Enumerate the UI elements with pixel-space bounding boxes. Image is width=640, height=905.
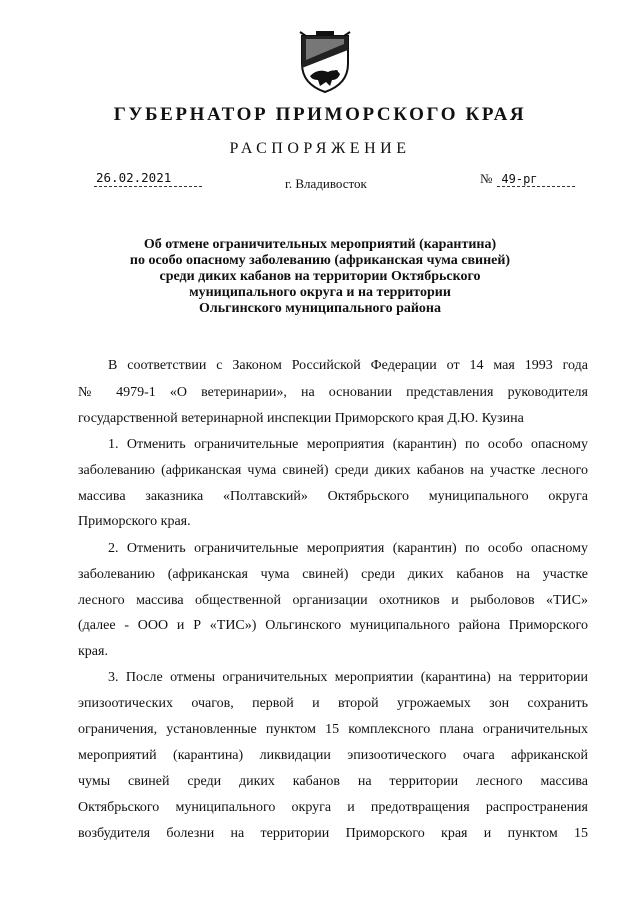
document-type-heading: РАСПОРЯЖЕНИЕ: [229, 140, 411, 157]
body-line: заболеванию (африканская чума свиней) среди диких кабанов на участке: [78, 567, 588, 582]
body-line: государственной ветеринарной инспекции Приморского края Д.Ю. Кузина: [78, 411, 524, 426]
body-line: лесного массива общественной организации охотников и рыболовов «ТИС»: [78, 593, 588, 608]
document-number: 49-рг: [497, 172, 575, 187]
body-line: 1. Отменить ограничительные мероприятия (карантин) по особо опасному: [108, 437, 588, 452]
title-line: Ольгинского муниципального района: [199, 301, 441, 316]
title-line: среди диких кабанов на территории Октябрьского: [159, 269, 481, 284]
title-line: муниципального округа и на территории: [189, 285, 451, 300]
body-line: 3. После отмены ограничительных мероприятии (карантина) на территории: [108, 670, 588, 685]
body-line: заболеванию (африканская чума свиней) среди диких кабанов на участке лесного: [78, 463, 588, 478]
body-line: В соответствии с Законом Российской Федерации от 14 мая 1993 года: [108, 358, 588, 373]
title-line: по особо опасному заболеванию (африканская чума свиней): [129, 253, 511, 268]
issuer-heading: ГУБЕРНАТОР ПРИМОРСКОГО КРАЯ: [113, 104, 527, 125]
body-line: массива заказника «Полтавский» Октябрьского муниципального округа: [78, 489, 588, 504]
body-line: мероприятий (карантина) ликвидации эпизоотического очага африканской: [78, 748, 588, 763]
document-city: г. Владивосток: [285, 176, 367, 191]
body-line: чумы свиней среди диких кабанов на территории лесного массива: [78, 774, 588, 789]
number-sign: №: [480, 171, 493, 186]
body-line: ограничения, установленные пунктом 15 комплексного плана ограничительных: [78, 722, 588, 737]
document-title: [100, 237, 540, 317]
body-line: Октябрьского муниципального округа и предотвращения распространения: [78, 800, 588, 815]
body-line: 2. Отменить ограничительные мероприятия (карантин) по особо опасному: [108, 541, 588, 556]
document-number-field: [480, 171, 575, 187]
body-line: эпизоотических очагов, первой и второй угрожаемых зон сохранить: [78, 696, 588, 711]
body-line: № 4979-1 «О ветеринарии», на основании представления руководителя: [78, 385, 588, 400]
document-date: 26.02.2021: [94, 170, 202, 187]
body-line: Приморского края.: [78, 514, 191, 529]
body-line: (далее - ООО и Р «ТИС») Ольгинского муниципального района Приморского: [78, 618, 588, 633]
body-line: возбудителя болезни на территории Приморского края и пунктом 15: [78, 826, 588, 841]
coat-of-arms-emblem: [296, 30, 354, 96]
title-line: Об отмене ограничительных мероприятий (карантина): [143, 237, 497, 252]
body-line: края.: [78, 644, 108, 659]
